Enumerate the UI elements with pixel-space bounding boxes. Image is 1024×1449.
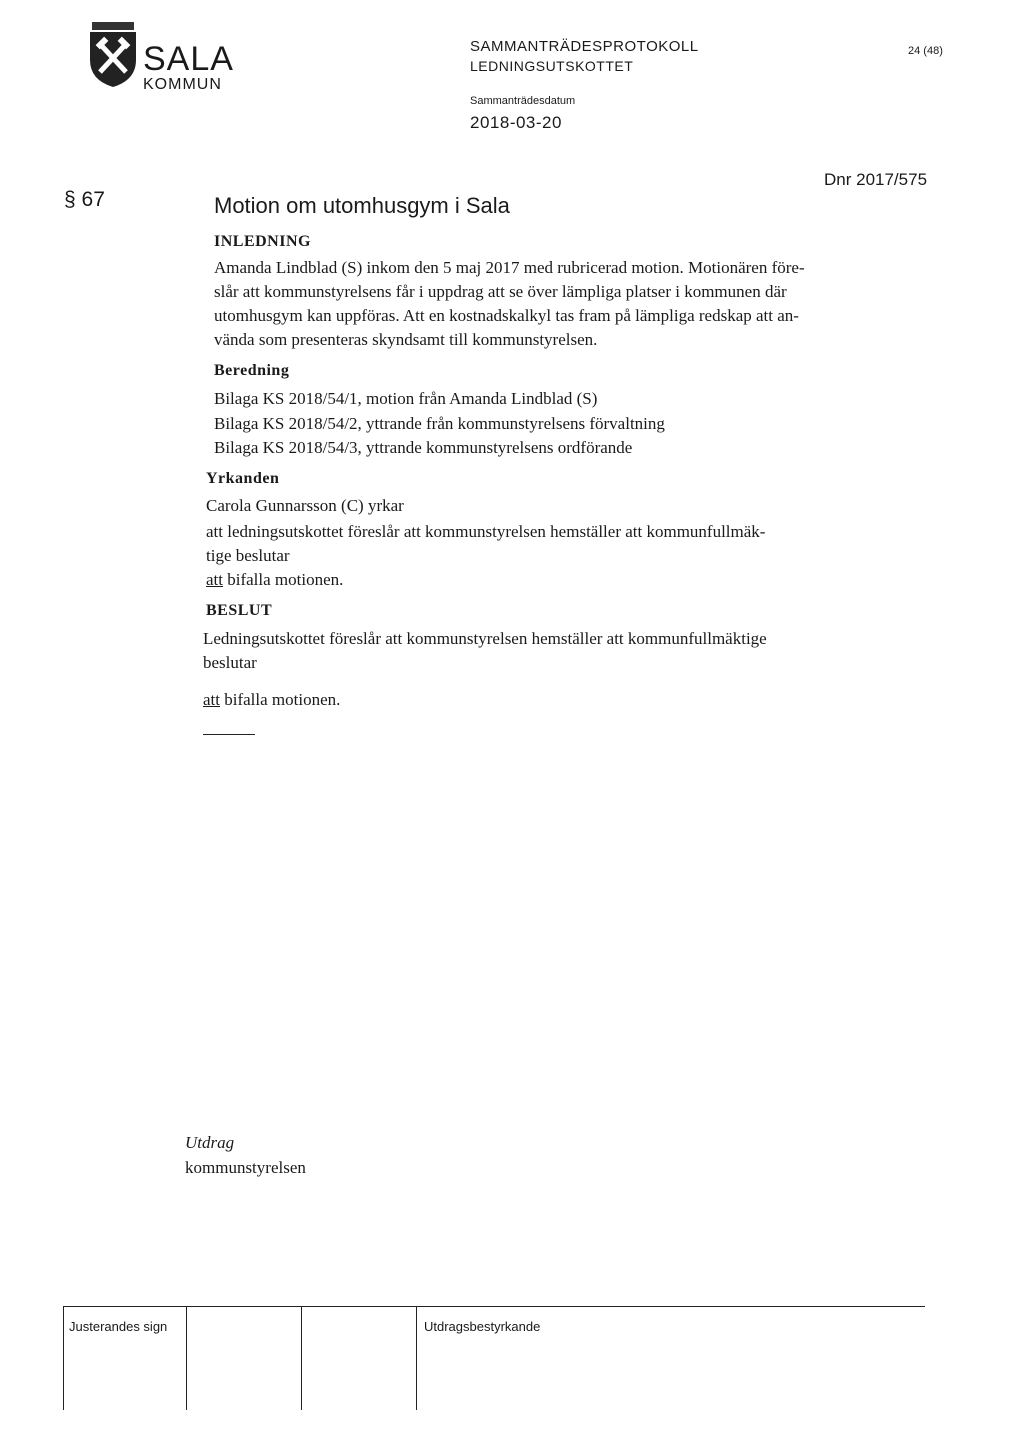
extract-recipient: kommunstyrelsen — [185, 1158, 306, 1177]
utdragsbestyrkande-label: Utdragsbestyrkande — [424, 1319, 541, 1334]
proposal-text: bifalla motionen. — [223, 570, 344, 589]
decision-text: bifalla motionen. — [220, 690, 341, 709]
meeting-date-label: Sammanträdesdatum — [470, 95, 576, 107]
diary-number: Dnr 2017/575 — [824, 170, 928, 189]
inledning-line: utomhusgym kan uppföras. Att en kostnadskalkyl tas fram på lämpliga redskap att an- — [214, 306, 799, 325]
signature-table-divider — [186, 1306, 187, 1410]
beredning-heading: Beredning — [214, 362, 290, 379]
attachment-item: Bilaga KS 2018/54/1, motion från Amanda Lindblad (S) — [214, 389, 598, 408]
org-name: SALA — [143, 40, 234, 78]
signature-table-top-border — [63, 1306, 925, 1307]
coat-of-arms-icon — [86, 22, 140, 88]
att-keyword: att — [203, 690, 220, 709]
yrkanden-heading: Yrkanden — [206, 470, 280, 487]
decision-line — [203, 690, 340, 710]
signature-table-divider — [416, 1306, 417, 1410]
beslut-heading: BESLUT — [206, 602, 273, 619]
document-type: SAMMANTRÄDESPROTOKOLL — [470, 38, 699, 55]
proposal-line: att ledningsutskottet föreslår att kommunstyrelsen hemställer att kommunfullmäk- — [206, 522, 766, 541]
inledning-line: Amanda Lindblad (S) inkom den 5 maj 2017 med rubricerad motion. Motionären före- — [214, 258, 805, 277]
attachment-item: Bilaga KS 2018/54/3, yttrande kommunstyrelsens ordförande — [214, 438, 633, 457]
proposer-line: Carola Gunnarsson (C) yrkar — [206, 496, 404, 515]
end-rule — [203, 734, 255, 735]
att-keyword: att — [206, 570, 223, 589]
page-number: 24 (48) — [908, 45, 943, 57]
inledning-line: vända som presenteras skyndsamt till kommunstyrelsen. — [214, 330, 598, 349]
signature-table-divider — [301, 1306, 302, 1410]
committee-name: LEDNINGSUTSKOTTET — [470, 58, 634, 74]
decision-line: beslutar — [203, 653, 257, 672]
inledning-line: slår att kommunstyrelsens får i uppdrag att se över lämpliga platser i kommunen där — [214, 282, 787, 301]
proposal-line — [206, 570, 343, 590]
org-subtitle: KOMMUN — [143, 76, 222, 93]
item-title: Motion om utomhusgym i Sala — [214, 193, 510, 218]
signature-table-divider — [63, 1306, 64, 1410]
extract-label: Utdrag — [185, 1133, 235, 1152]
justerandes-sign-label: Justerandes sign — [69, 1319, 168, 1334]
proposal-line: tige beslutar — [206, 546, 290, 565]
attachment-item: Bilaga KS 2018/54/2, yttrande från kommunstyrelsens förvaltning — [214, 414, 665, 433]
inledning-heading: INLEDNING — [214, 233, 311, 250]
decision-line: Ledningsutskottet föreslår att kommunstyrelsen hemställer att kommunfullmäktige — [203, 629, 767, 648]
meeting-date: 2018-03-20 — [470, 113, 562, 132]
section-number: § 67 — [64, 188, 105, 211]
